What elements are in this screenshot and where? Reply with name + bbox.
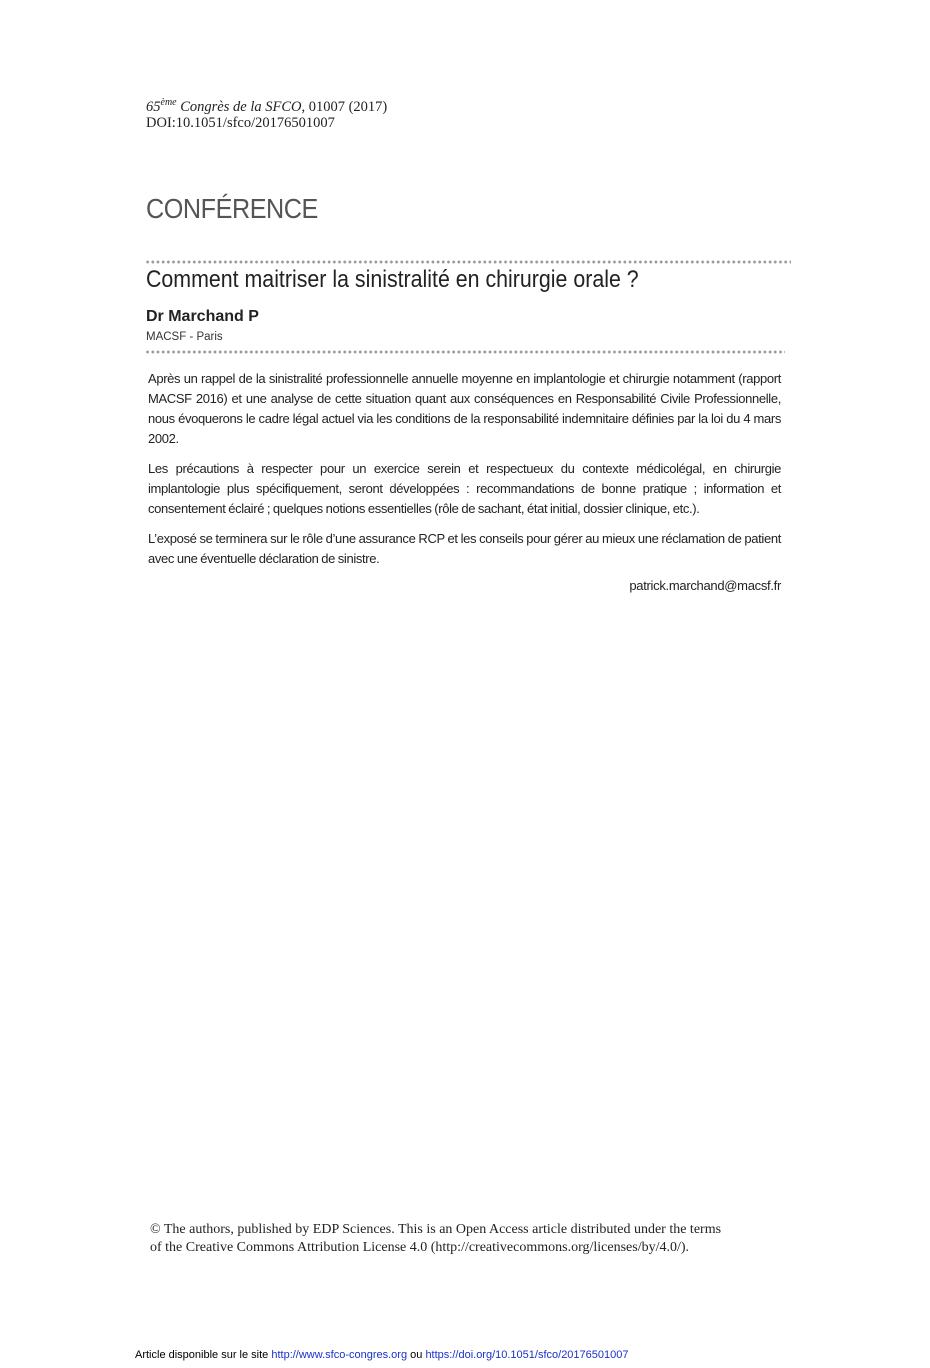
doi-line: DOI:10.1051/sfco/20176501007 [146, 115, 335, 131]
congress-superscript: ème [160, 97, 177, 108]
section-label: CONFÉRENCE [146, 193, 318, 224]
congress-number: 65 [146, 99, 161, 115]
journal-citation [146, 94, 387, 116]
article-title: Comment maitriser la sinistralité en chirurgie orale ? [146, 266, 639, 293]
site-link[interactable]: http://www.sfco-congres.org [271, 1349, 408, 1361]
congress-name: Congrès de la SFCO [180, 99, 302, 115]
footer-middle: ou [407, 1349, 426, 1361]
abstract-paragraph-2: Les précautions à respecter pour un exercice serein et respectueux du contexte médicolégal, en chirurgie implantologie plus spécifiquement, seront développées : recommandations de bonne pratique ; information et consentement éclairé ; quelques notions essentielles (rôle de sachant, état initial, dossier clinique, etc.). [148, 461, 781, 516]
footer-prefix: Article disponible sur le site [135, 1349, 272, 1361]
availability-footer [135, 1349, 629, 1361]
license-notice [150, 1221, 790, 1257]
article-reference: , 01007 (2017) [301, 99, 388, 115]
author-affiliation: MACSF - Paris [146, 331, 223, 343]
author-name: Dr Marchand P [146, 308, 259, 325]
doi-link[interactable]: https://doi.org/10.1051/sfco/20176501007 [425, 1349, 629, 1361]
license-line-2: of the Creative Commons Attribution License 4.0 (http://creativecommons.org/licenses/by/4.0/). [150, 1240, 690, 1255]
license-line-1: © The authors, published by EDP Sciences. This is an Open Access article distributed under the terms [150, 1222, 722, 1237]
dotted-divider-bottom [145, 350, 785, 354]
abstract-body [148, 369, 781, 579]
abstract-paragraph-3: L’exposé se terminera sur le rôle d’une assurance RCP et les conseils pour gérer au mieux une réclamation de patient avec une éventuelle déclaration de sinistre. [148, 531, 781, 566]
dotted-divider-top [145, 260, 791, 264]
author-email[interactable]: patrick.marchand@macsf.fr [629, 578, 781, 593]
abstract-paragraph-1: Après un rappel de la sinistralité professionnelle annuelle moyenne en implantologie et chirurgie notamment (rapport MACSF 2016) et une analyse de cette situation quant aux conséquences en Responsabilité Civile Professionnelle, nous évoquerons le cadre légal actuel via les conditions de la responsabilité indemnitaire définies par la loi du 4 mars 2002. [148, 371, 781, 446]
